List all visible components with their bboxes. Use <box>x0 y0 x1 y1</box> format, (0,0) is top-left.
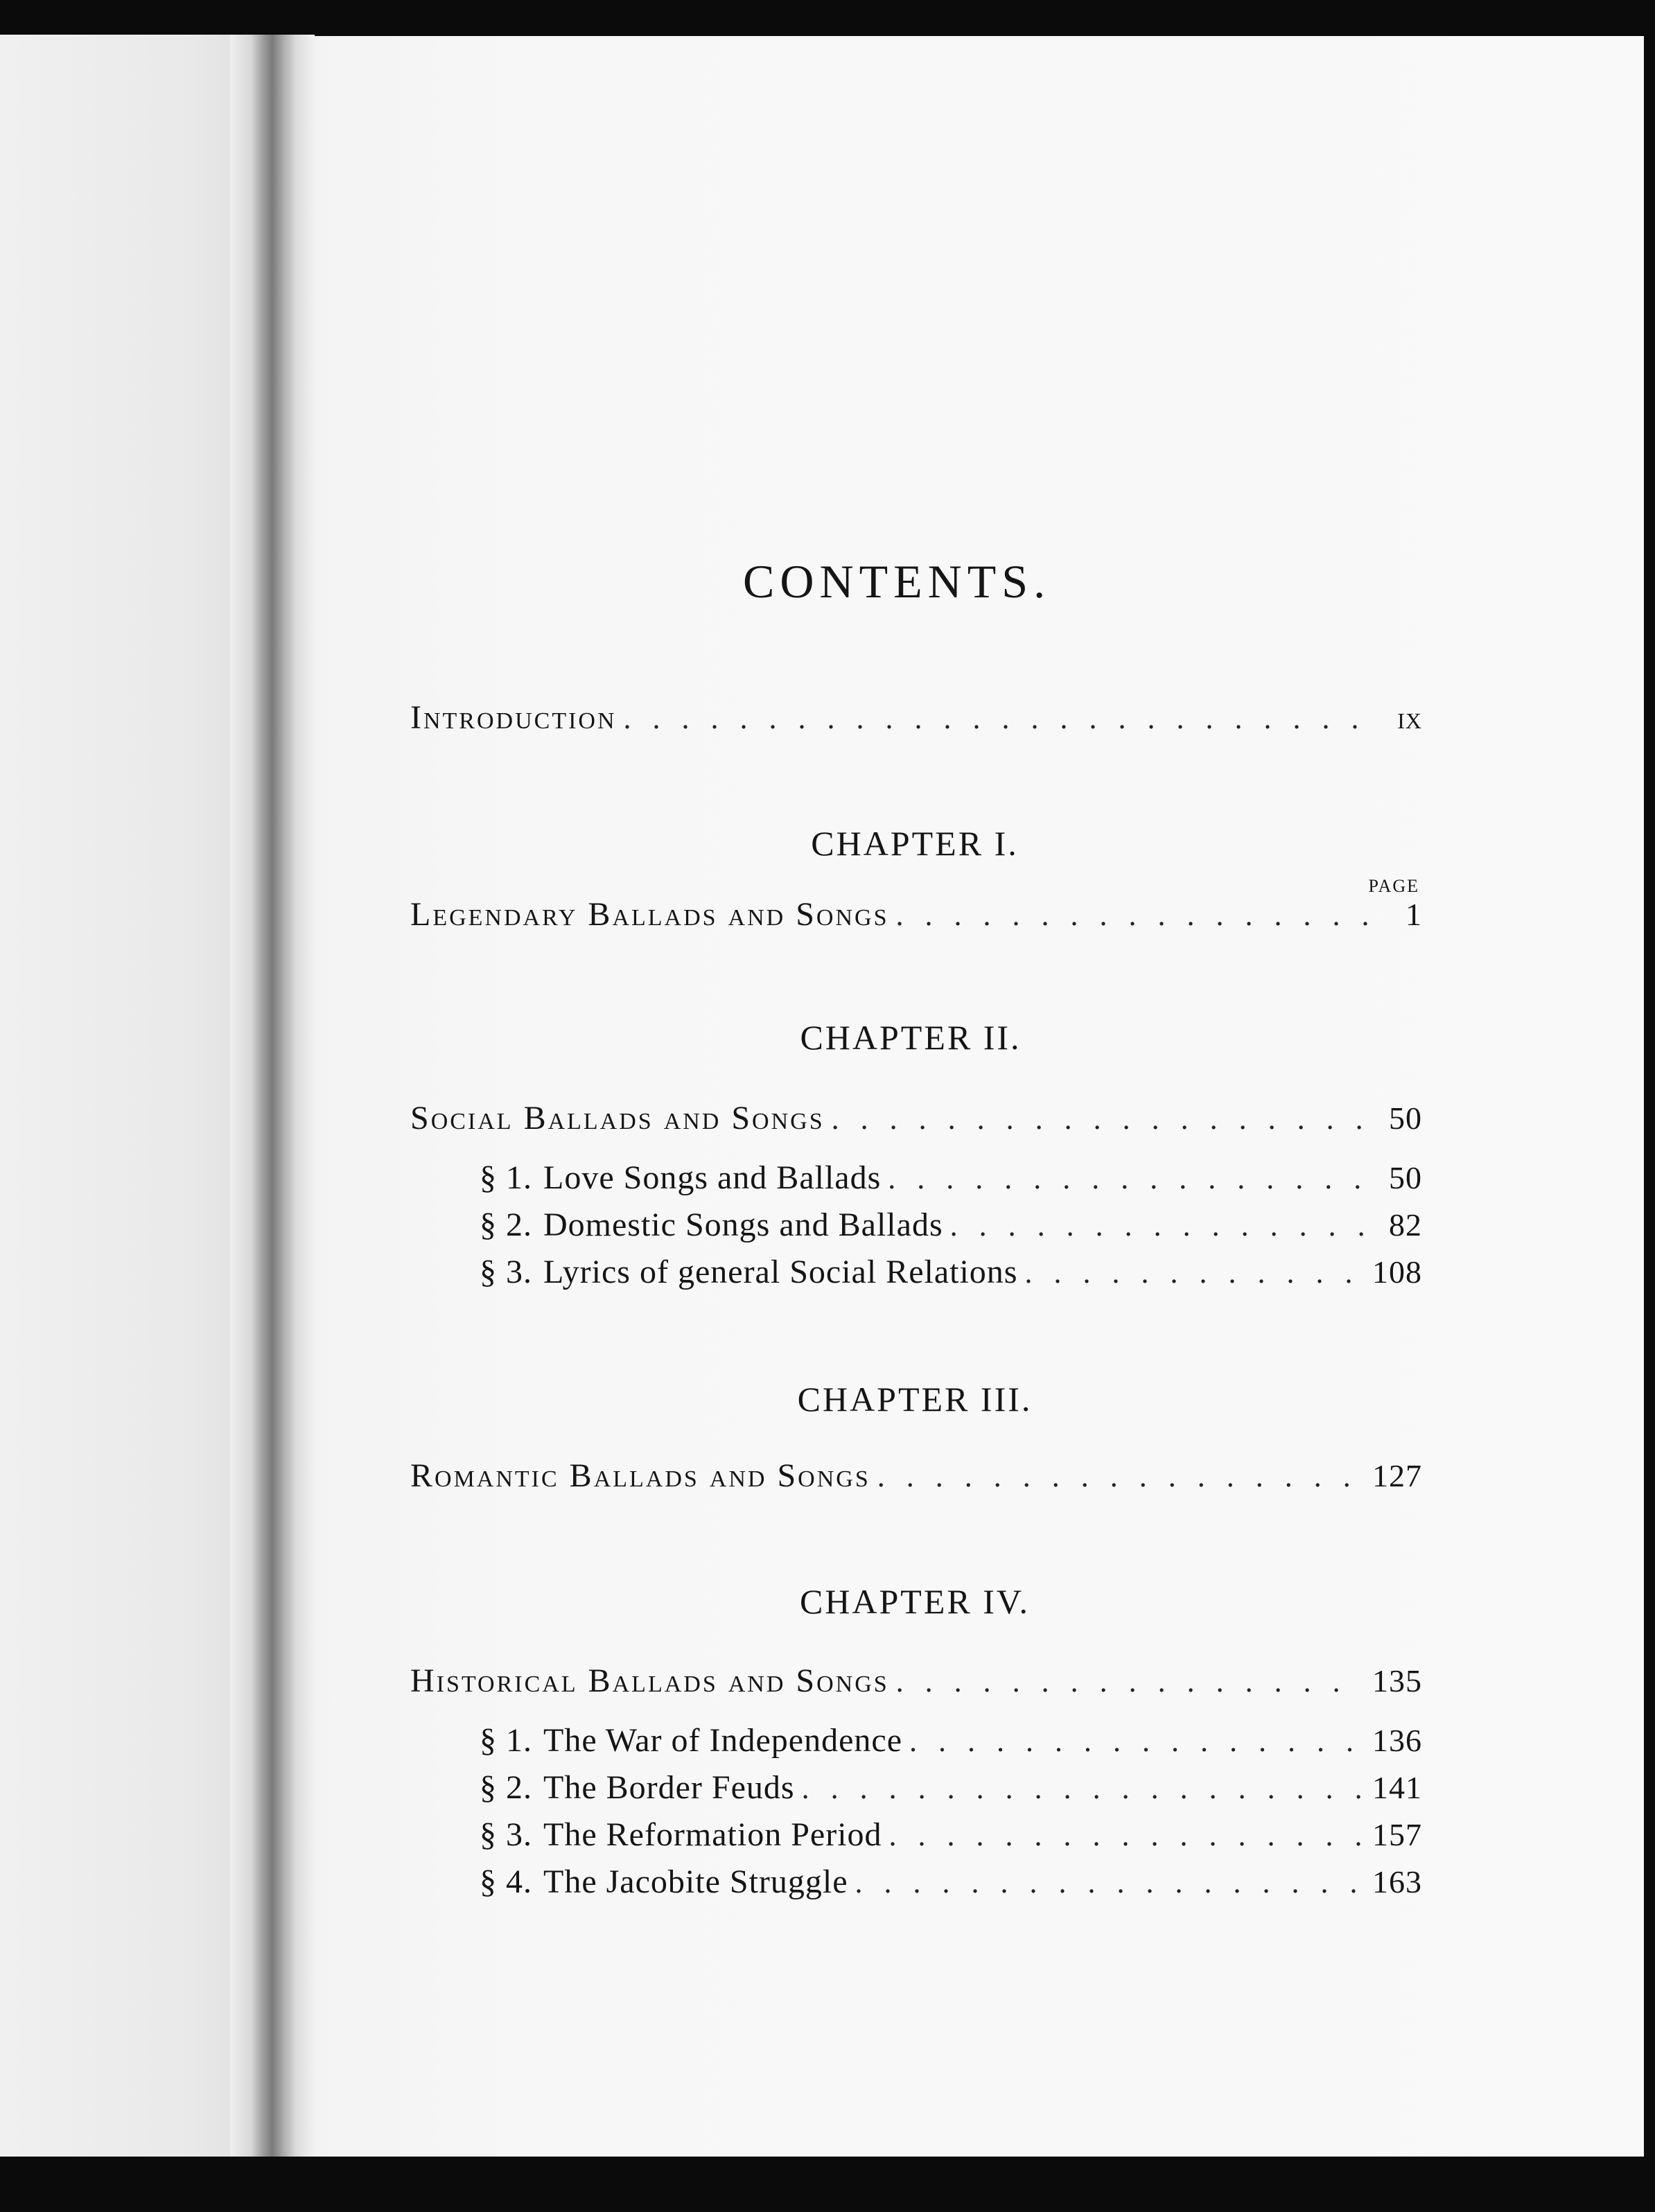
toc-entry-introduction <box>410 699 1422 740</box>
toc-section <box>480 1253 1422 1294</box>
scan-frame-right <box>1644 0 1655 2212</box>
dot-leader <box>896 1664 1363 1699</box>
toc-section <box>480 1721 1422 1763</box>
toc-section-label: Lyrics of general Social Relations <box>543 1254 1018 1290</box>
toc-entry-chapter-1 <box>410 895 1422 937</box>
section-marker: § 3. <box>480 1816 532 1853</box>
section-marker: § 4. <box>480 1863 532 1900</box>
toc-entry-label: Legendary Ballads and Songs <box>410 896 889 933</box>
toc-section-label: Domestic Songs and Ballads <box>543 1206 943 1243</box>
toc-section-page: 50 <box>1389 1160 1422 1195</box>
toc-section-page: 157 <box>1372 1817 1422 1852</box>
section-marker: § 3. <box>480 1254 532 1290</box>
page-column-label: PAGE <box>1368 876 1419 896</box>
toc-entry-label: Social Ballads and Songs <box>410 1100 825 1136</box>
toc-section-page: 82 <box>1389 1207 1422 1243</box>
page-title: CONTENTS. <box>743 555 1051 608</box>
toc-entry-page: 1 <box>1406 897 1422 932</box>
toc-section-page: 163 <box>1372 1864 1422 1899</box>
section-marker: § 2. <box>480 1769 532 1806</box>
toc-entry-page: 50 <box>1389 1100 1422 1136</box>
toc-entry-chapter-3 <box>410 1457 1422 1498</box>
dot-leader <box>909 1723 1363 1759</box>
scan-frame-bottom <box>0 2157 1655 2212</box>
toc-section <box>480 1159 1422 1200</box>
toc-entry-page: ix <box>1397 700 1422 735</box>
dot-leader <box>832 1101 1378 1136</box>
toc-section-page: 136 <box>1372 1723 1422 1758</box>
toc-section-label: The Jacobite Struggle <box>543 1863 848 1900</box>
toc-entry-chapter-4 <box>410 1662 1422 1703</box>
toc-section-page: 108 <box>1372 1254 1422 1290</box>
chapter-heading: CHAPTER I. <box>811 824 1019 863</box>
dot-leader <box>889 1818 1363 1853</box>
toc-entry-chapter-2 <box>410 1099 1422 1141</box>
dot-leader <box>895 897 1378 933</box>
toc-section <box>480 1206 1422 1247</box>
section-marker: § 1. <box>480 1722 532 1759</box>
toc-entry-label: Romantic Ballads and Songs <box>410 1457 870 1494</box>
toc-entry-label: Introduction <box>410 699 617 736</box>
book-gutter <box>230 35 315 2162</box>
toc-section-label: Love Songs and Ballads <box>543 1159 882 1196</box>
toc-entry-label: Historical Ballads and Songs <box>410 1662 889 1699</box>
toc-section-label: The Border Feuds <box>543 1769 795 1806</box>
chapter-heading: CHAPTER II. <box>800 1018 1022 1057</box>
chapter-heading: CHAPTER III. <box>797 1380 1033 1419</box>
dot-leader <box>888 1161 1378 1196</box>
chapter-heading: CHAPTER IV. <box>799 1582 1031 1621</box>
toc-section <box>480 1768 1422 1810</box>
toc-section-label: The War of Independence <box>543 1722 902 1759</box>
toc-entry-page: 127 <box>1372 1458 1422 1493</box>
toc-section <box>480 1863 1422 1904</box>
toc-section <box>480 1816 1422 1857</box>
section-marker: § 1. <box>480 1159 532 1196</box>
scan-frame-top <box>0 0 1655 36</box>
dot-leader <box>1024 1255 1363 1290</box>
dot-leader <box>855 1865 1363 1900</box>
toc-entry-page: 135 <box>1372 1663 1422 1698</box>
dot-leader <box>802 1771 1363 1806</box>
dot-leader <box>877 1459 1363 1494</box>
dot-leader <box>624 701 1378 736</box>
toc-section-page: 141 <box>1372 1770 1422 1805</box>
section-marker: § 2. <box>480 1206 532 1243</box>
dot-leader <box>950 1208 1378 1243</box>
toc-section-label: The Reformation Period <box>543 1816 882 1853</box>
